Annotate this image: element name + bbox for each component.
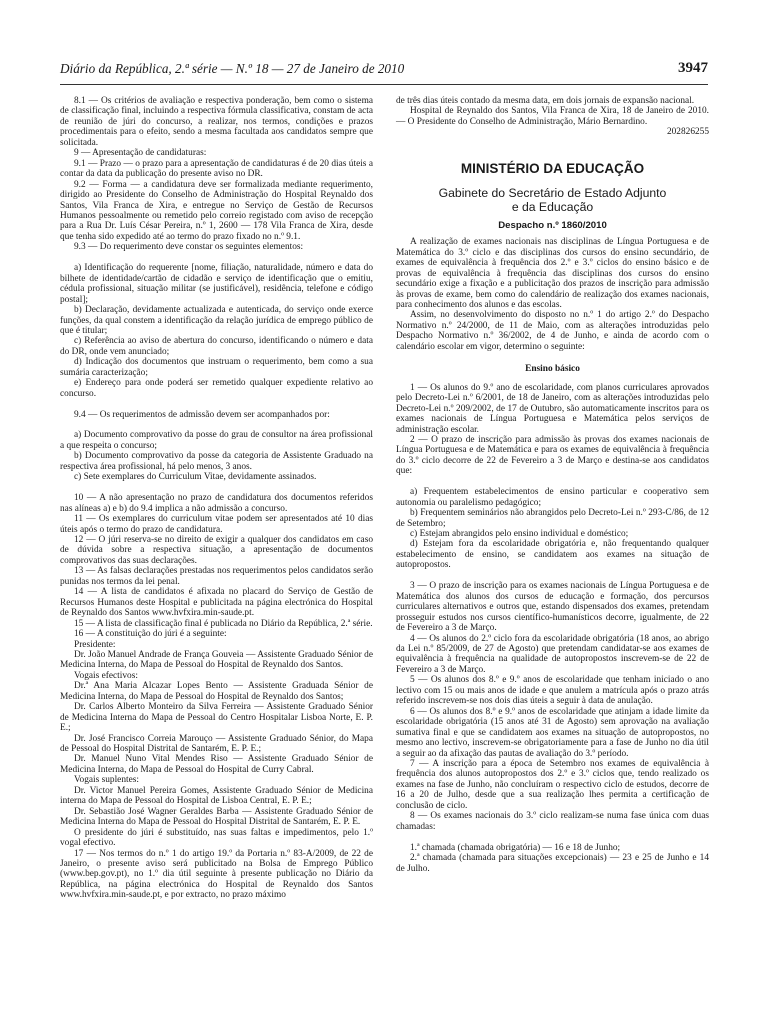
paragraph: Dr. Manuel Nuno Vital Mendes Riso — Assistente Graduado Sénior de Medicina Interna, do Mapa de Pessoal do Hospital de Curry Cabral. <box>60 754 373 775</box>
paragraph: Presidente: <box>74 639 116 650</box>
paragraph: 4 — Os alunos do 2.º ciclo fora da escolaridade obrigatória (18 anos, ao abrigo da Lei n.º 85/2009, de 27 de Agosto) que pretendam candidatar-se aos exames de equivalência à frequência na qualidade de autopropostos inscrevem-se de 22 de Fevereiro a 3 de Março. <box>396 633 709 675</box>
cabinet-line-2: e da Educação <box>511 199 594 214</box>
page-number: 3947 <box>678 60 708 76</box>
header-rule <box>60 84 708 85</box>
paragraph: Dr. Sebastião José Wagner Geraldes Barba — Assistente Graduado Sénior de Medicina Interna do Mapa de Pessoal do Hospital Distrital de Santarém, E. P. E. <box>60 806 373 828</box>
paragraph: c) Estejam abrangidos pelo ensino individual e doméstico; <box>410 529 629 540</box>
paragraph-gap <box>60 420 373 430</box>
paragraph: 202826255 <box>666 127 709 138</box>
paragraph: Dr.ª Ana Maria Alcazar Lopes Bento — Assistente Graduada Sénior de Medicina Interna, do Mapa de Pessoal do Hospital de Reynaldo dos Santos; <box>60 681 373 702</box>
paragraph: 8 — Os exames nacionais do 3.º ciclo realizam-se numa fase única com duas chamadas: <box>396 811 709 832</box>
paragraph-gap <box>60 253 373 263</box>
paragraph: Dr. José Francisco Correia Marouço — Assistente Graduado Sénior, do Mapa de Pessoal do Hospital Distrital de Santarém, E. P. E.; <box>60 733 373 755</box>
paragraph: 1 — Os alunos do 9.º ano de escolaridade, com planos curriculares aprovados pelo Decreto-Lei n.º 6/2001, de 18 de Janeiro, com as alterações introduzidas pelo Decreto-Lei n.º 209/2002, de 17 de Outubro, são automaticamente inscritos para os exames nacionais de Língua Portuguesa e Matemática pelos serviços de administração escolar. <box>396 382 709 435</box>
paragraph-gap <box>60 399 373 409</box>
paragraph: 14 — A lista de candidatos é afixada no placard do Serviço de Gestão de Recursos Humanos deste Hospital e publicitada na página electrónica do Hospital de Reynaldo dos Santos www.hvfxira.min-saude.pt. <box>60 587 373 619</box>
paragraph: 2 — O prazo de inscrição para admissão às provas dos exames nacionais de Língua Portuguesa e de Matemática e para os exames de equivalência à frequência do 3.º ciclo decorre de 22 de Fevereiro a 3 de Março e destina-se aos candidatos que: <box>396 434 709 477</box>
paragraph-gap <box>396 571 709 581</box>
despacho-intro <box>396 237 709 352</box>
paragraph: 10 — A não apresentação no prazo de candidatura dos documentos referidos nas alíneas a) e b) do 9.4 implica a não admissão a concurso. <box>60 493 373 514</box>
paragraph: e) Endereço para onde poderá ser remetido qualquer expediente relativo ao concurso. <box>60 378 373 399</box>
paragraph: a) Identificação do requerente [nome, filiação, naturalidade, número e data do bilhete de identidade/cartão de cidadão e serviço de identificação que o emitiu, cédula profissional, situação militar (se justificável), residência, telefone e código postal]; <box>60 263 373 305</box>
paragraph: Hospital de Reynaldo dos Santos, Vila Franca de Xira, 18 de Janeiro de 2010. — O Presidente do Conselho de Administração, Mário Bernardino. <box>396 106 709 127</box>
paragraph: 12 — O júri reserva-se no direito de exigir a qualquer dos candidatos em caso de dúvida sobre a respectiva situação, a apresentação de documentos comprovativos das suas declarações. <box>60 534 373 566</box>
paragraph: Dr. Carlos Alberto Monteiro da Silva Ferreira — Assistente Graduado Sénior de Medicina Interna do Mapa de Pessoal do Centro Hospitalar Lisboa Norte, E. P. E.; <box>60 702 373 734</box>
paragraph: 9.3 — Do requerimento deve constar os seguintes elementos: <box>74 242 304 253</box>
paragraph: 9 — Apresentação de candidaturas: <box>74 148 207 159</box>
paragraph: a) Frequentem estabelecimentos de ensino particular e cooperativo sem autonomia ou paralelismo pedagógico; <box>396 487 709 508</box>
paragraph: Assim, no desenvolvimento do disposto no n.º 1 do artigo 2.º do Despacho Normativo n.º 24/2000, de 11 de Maio, com as alterações introduzidas pelo Despacho Normativo n.º 36/2002, de 4 de Junho, e ainda de acordo com o calendário escolar em vigor, determino o seguinte: <box>396 310 709 352</box>
journal-title: Diário da República, 2.ª série — N.º 18 — 27 de Janeiro de 2010 <box>60 61 405 76</box>
paragraph: b) Frequentem seminários não abrangidos pelo Decreto-Lei n.º 293-C/86, de 12 de Setembro; <box>396 508 709 529</box>
paragraph: 9.2 — Forma — a candidatura deve ser formalizada mediante requerimento, dirigido ao Presidente do Conselho de Administração do Hospital Reynaldo dos Santos, Vila Franca de Xira, e entregue no Serviço de Gestão de Recursos Humanos pessoalmente ou remetido pelo correio registado com aviso de recepção para a Rua Dr. Luís César Pereira, n.º 1, 2600 — 178 Vila Franca de Xira, desde que tenha sido expedido até ao termo do prazo fixado no n.º 9.1. <box>60 179 373 242</box>
paragraph: c) Sete exemplares do Curriculum Vitae, devidamente assinados. <box>74 472 317 483</box>
paragraph: Dr. Victor Manuel Pereira Gomes, Assistente Graduado Sénior de Medicina interna do Mapa de Pessoal do Hospital de Lisboa Central, E. P. E.; <box>60 785 373 807</box>
paragraph: 17 — Nos termos do n.º 1 do artigo 19.º da Portaria n.º 83-A/2009, de 22 de Janeiro, o presente aviso será publicitado na Bolsa de Emprego Público (www.bep.gov.pt), no 1.º dia útil seguinte à presente publicação no Diário da República, na página electrónica do Hospital de Reynaldo dos Santos www.hvfxira.min-saude.pt, e por extracto, no prazo máximo <box>60 848 373 901</box>
paragraph: 1.ª chamada (chamada obrigatória) — 16 e 18 de Junho; <box>410 842 621 853</box>
hospital-notice-end <box>396 96 709 138</box>
cabinet-line-1: Gabinete do Secretário de Estado Adjunto <box>438 185 667 200</box>
ministry-heading: MINISTÉRIO DA EDUCAÇÃO <box>460 160 645 176</box>
paragraph: a) Documento comprovativo da posse do grau de consultor na área profissional a que respeita o concurso; <box>60 430 373 451</box>
page-header <box>60 61 708 83</box>
section-title: Ensino básico <box>525 364 580 375</box>
despacho-body <box>396 383 709 874</box>
paragraph: A realização de exames nacionais nas disciplinas de Língua Portuguesa e de Matemática do 3.º ciclo e das disciplinas dos cursos do ensino secundário, de exames de equivalência à frequência dos 2.º e 3.º ciclos do ensino básico e de provas de equivalência à frequência das disciplinas dos cursos do ensino secundário exige a fixação e a publicitação dos prazos de inscrição para admissão às provas de exame, bem como do calendário de realização dos exames nacionais, para conhecimento dos alunos e das escolas. <box>396 237 709 310</box>
paragraph: Vogais efectivos: <box>74 670 138 681</box>
paragraph: 9.4 — Os requerimentos de admissão devem ser acompanhados por: <box>74 409 330 420</box>
paragraph: d) Indicação dos documentos que instruam o requerimento, bem como a sua sumária caracterização; <box>60 357 373 378</box>
paragraph: 13 — As falsas declarações prestadas nos requerimentos pelos candidatos serão punidas nos termos da lei penal. <box>60 566 373 587</box>
left-column <box>60 96 373 901</box>
paragraph: 8.1 — Os critérios de avaliação e respectiva ponderação, bem como o sistema de classificação final, incluindo a respectiva fórmula classificativa, constam de acta de reunião de júri do concurso, a realizar, nos termos, condições e prazos procedimentais para o efeito, sendo a mesma facultada aos candidatos sempre que solicitada. <box>60 96 373 148</box>
paragraph-gap <box>396 832 709 842</box>
paragraph-gap <box>396 477 709 487</box>
paragraph: b) Declaração, devidamente actualizada e autenticada, do serviço onde exerce funções, da qual constem a identificação da relação jurídica de emprego público de que é titular; <box>60 305 373 336</box>
paragraph: 5 — Os alunos dos 8.º e 9.º anos de escolaridade que tenham iniciado o ano lectivo com 15 ou mais anos de idade e que anulem a matrícula após o prazo atrás referido inscrevem-se nos dois dias úteis a seguir à data de anulação. <box>396 675 709 707</box>
despacho-title: Despacho n.º 1860/2010 <box>498 219 607 231</box>
paragraph-gap <box>60 483 373 493</box>
paragraph: 11 — Os exemplares do curriculum vitae podem ser apresentados até 10 dias úteis após o termo do prazo de candidatura. <box>60 514 373 535</box>
paragraph: c) Referência ao aviso de abertura do concurso, identificando o número e data do DR, onde vem anunciado; <box>60 336 373 357</box>
paragraph: d) Estejam fora da escolaridade obrigatória e, não frequentando qualquer estabelecimento de ensino, se candidatem aos exames na situação de autopropostos. <box>396 539 709 571</box>
paragraph: 2.ª chamada (chamada para situações excepcionais) — 23 e 25 de Junho e 14 de Julho. <box>396 853 709 874</box>
paragraph: 7 — A inscrição para a época de Setembro nos exames de equivalência à frequência dos alunos autopropostos dos 2.º e 3.º ciclos que, tendo realizado os exames na fase de Junho, não concluíram o respectivo ciclo de estudos, decorre de 16 a 20 de Julho, desde que a sua realização lhes permita a certificação de conclusão de ciclo. <box>396 758 709 811</box>
paragraph: 9.1 — Prazo — o prazo para a apresentação de candidaturas é de 20 dias úteis a contar da data da publicação do presente aviso no DR. <box>60 158 373 180</box>
paragraph: b) Documento comprovativo da posse da categoria de Assistente Graduado na respectiva área profissional, há pelo menos, 3 anos. <box>60 451 373 472</box>
paragraph: de três dias úteis contado da mesma data, em dois jornais de expansão nacional. <box>396 96 695 106</box>
paragraph: O presidente do júri é substituído, nas suas faltas e impedimentos, pelo 1.º vogal efectivo. <box>60 827 373 849</box>
paragraph: Dr. João Manuel Andrade de França Gouveia — Assistente Graduado Sénior de Medicina Interna, do Mapa de Pessoal do Hospital de Reynaldo dos Santos. <box>60 649 373 671</box>
paragraph: 16 — A constituição do júri é a seguinte: <box>74 629 227 640</box>
paragraph: Vogais suplentes: <box>74 775 139 786</box>
paragraph: 3 — O prazo de inscrição para os exames nacionais de Língua Portuguesa e de Matemática dos alunos dos cursos de educação e formação, dos percursos curriculares alternativos e outros que, estando dispensados dos exames, pretendam prosseguir estudos nos cursos científico-humanísticos decorre, igualmente, de 22 de Fevereiro a 3 de Março. <box>396 581 709 634</box>
paragraph: 6 — Os alunos dos 8.º e 9.º anos de escolaridade que atinjam a idade limite da escolaridade obrigatória (15 anos até 31 de Agosto) sem aprovação na avaliação sumativa final e que se candidatem aos exames na situação de autopropostos, no mesmo ano lectivo, inscrevem-se obrigatoriamente para a fase de Junho no dia útil a seguir ao da afixação das pautas de avaliação do 3.º período. <box>396 706 709 759</box>
paragraph: 15 — A lista de classificação final é publicada no Diário da República, 2.ª série. <box>74 618 373 629</box>
right-column <box>396 96 709 874</box>
